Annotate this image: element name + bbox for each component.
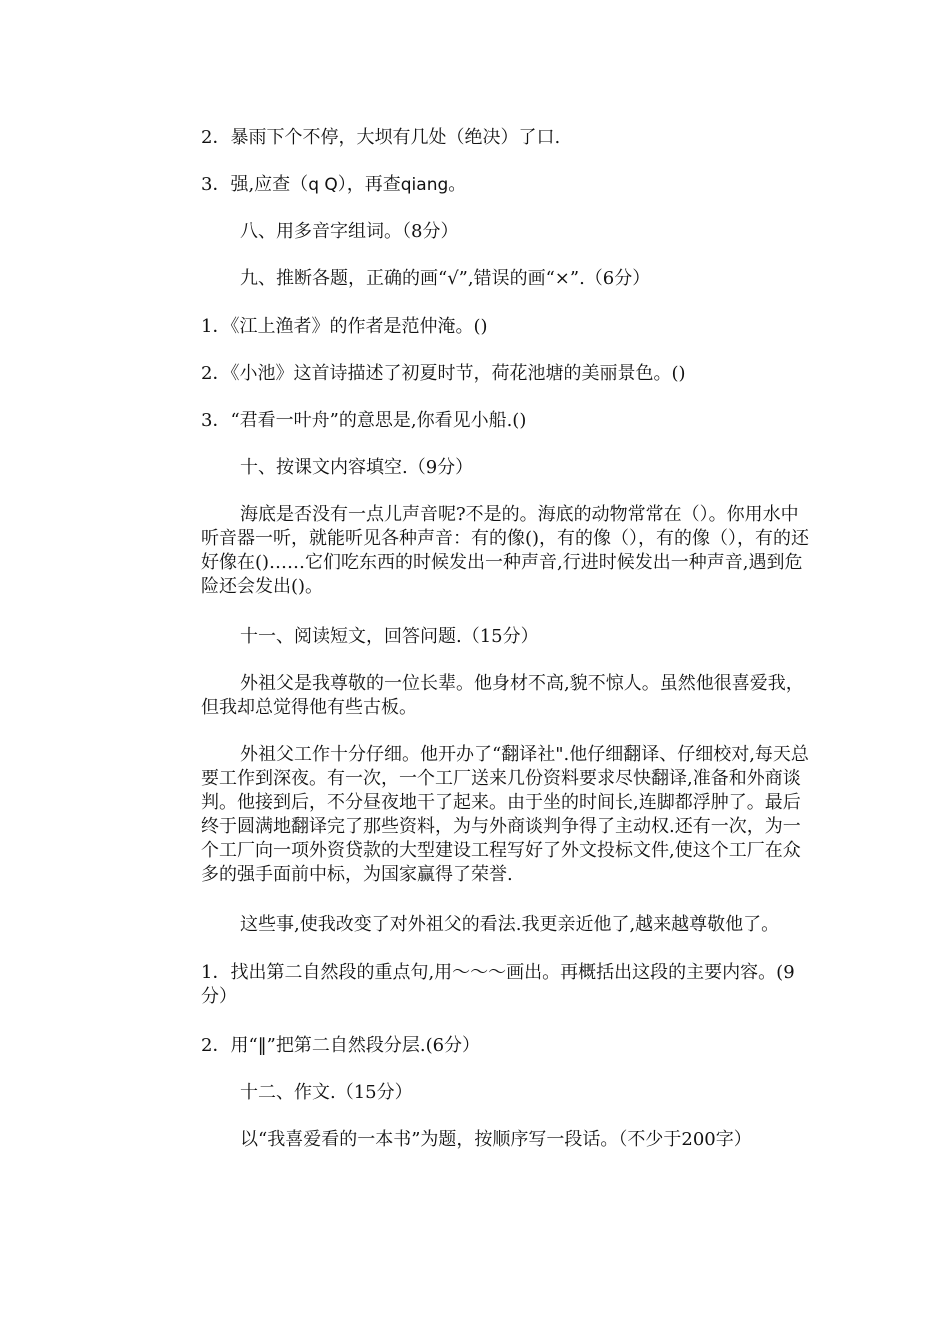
question-7-2: 2．暴雨下个不停，大坝有几处（绝决）了口. bbox=[201, 127, 561, 148]
question-7-3-part2: ），再查 bbox=[337, 174, 401, 195]
section-12-prompt: 以“我喜爱看的一本书”为题，按顺序写一段话。（不少于200字） bbox=[240, 1129, 752, 1150]
question-7-3-part1: 3．强,应查（ bbox=[201, 174, 309, 195]
question-9-2: 2．《小池》这首诗描述了初夏时节，荷花池塘的美丽景色。() bbox=[201, 363, 686, 384]
reading-paragraph-2: 外祖父工作十分仔细。他开办了“翻译社".他仔细翻译、仔细校对,每天总要工作到深夜。有一次，一个工厂送来几份资料要求尽快翻译,准备和外商谈判。他接到后，不分昼夜地干了起来。由于坐的时间长,连脚都浮肿了。最后终于圆满地翻译完了那些资料，为与外商谈判争得了主动权.还有一次，为一个工厂向一项外资贷款的大型建设工程写好了外文投标文件,使这个工厂在众多的强手面前中标，为国家赢得了荣誉. bbox=[201, 744, 809, 885]
question-7-3-letters: q Q bbox=[308, 175, 338, 195]
section-10-passage: 海底是否没有一点儿声音呢?不是的。海底的动物常常在（）。你用水中听音器一听，就能听见各种声音：有的像()，有的像（），有的像（），有的还好像在()……它们吃东西的时候发出一种声音,行进时候发出一种声音,遇到危险还会发出()。 bbox=[201, 504, 810, 597]
section-12-heading: 十二、作文.（15分） bbox=[240, 1082, 413, 1103]
reading-paragraph-3: 这些事,使我改变了对外祖父的看法.我更亲近他了,越来越尊敬他了。 bbox=[240, 914, 780, 935]
question-11-1: 1．找出第二自然段的重点句,用～～～画出。再概括出这段的主要内容。(9分） bbox=[201, 962, 795, 1007]
question-7-3-end: 。 bbox=[448, 174, 467, 195]
section-11-heading: 十一、阅读短文，回答问题.（15分） bbox=[240, 626, 539, 647]
question-9-1: 1．《江上渔者》的作者是范仲淹。() bbox=[201, 316, 488, 337]
section-10-heading: 十、按课文内容填空.（9分） bbox=[240, 457, 474, 478]
question-11-2: 2．用“‖”把第二自然段分层.(6分） bbox=[201, 1035, 481, 1056]
reading-paragraph-1: 外祖父是我尊敬的一位长辈。他身材不高,貌不惊人。虽然他很喜爱我，但我却总觉得他有些古板。 bbox=[201, 673, 804, 718]
question-7-3 bbox=[201, 173, 840, 197]
question-7-3-pinyin: qiang bbox=[400, 175, 449, 195]
section-9-heading: 九、推断各题，正确的画“√”,错误的画“×”.（6分） bbox=[240, 268, 651, 289]
question-9-3: 3．“君看一叶舟”的意思是,你看见小船.() bbox=[201, 410, 527, 431]
section-8-heading: 八、用多音字组词。（8分） bbox=[240, 221, 459, 242]
